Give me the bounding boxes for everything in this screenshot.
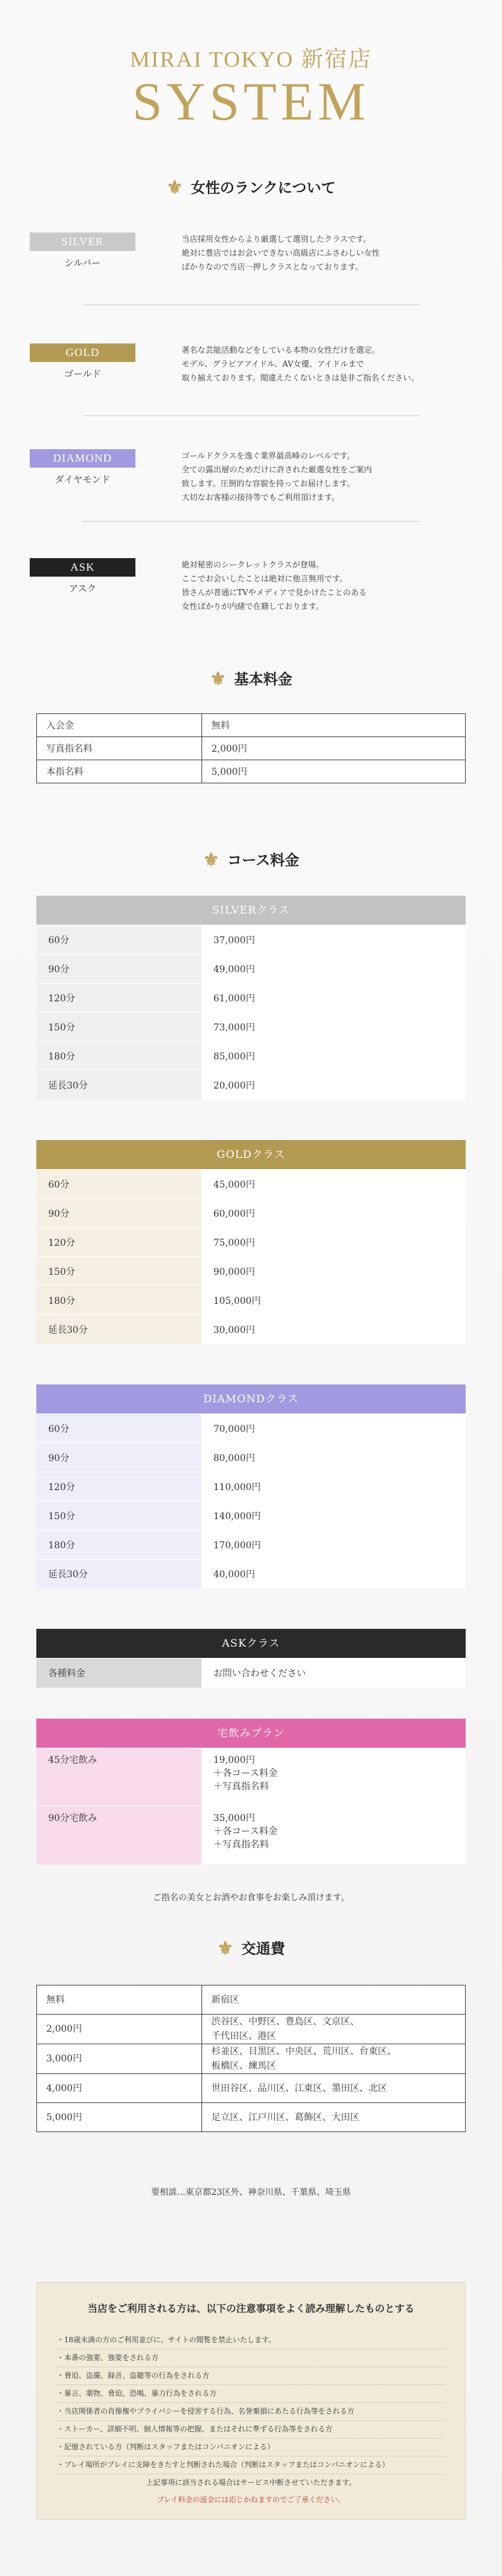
notice-item: ・暴言、薬物、脅迫、恐喝、暴力行為をされる方 bbox=[57, 2385, 445, 2403]
rank-name: シルバー bbox=[64, 258, 101, 269]
table-cell: 70,000円 bbox=[201, 1414, 466, 1443]
table-cell: 本指名料 bbox=[37, 760, 202, 783]
rank-badge: ASK bbox=[30, 558, 135, 577]
rank-name: ダイヤモンド bbox=[55, 475, 110, 485]
table-row bbox=[37, 1986, 466, 2015]
table-cell: 新宿区 bbox=[202, 1986, 466, 2015]
table-row bbox=[37, 737, 466, 760]
rank-ask bbox=[30, 558, 472, 631]
ranks-section-title: ⚜ 女性のランクについて bbox=[166, 176, 336, 198]
table-cell: 110,000円 bbox=[201, 1472, 466, 1501]
table-cell: 杉並区、目黒区、中央区、荒川区、台東区、 板橋区、練馬区 bbox=[202, 2044, 466, 2074]
table-row bbox=[36, 1315, 466, 1344]
table-row bbox=[37, 714, 466, 737]
table-cell: 120分 bbox=[36, 1472, 201, 1501]
notice-item: 上記事項に該当される場合はサービス中断させていただきます。 bbox=[145, 2478, 357, 2487]
notice-item: ・記憶されている方（判断はスタッフまたはコンパニオンによる） bbox=[57, 2439, 445, 2456]
notice-item: ・本番の強要、強要をされる方 bbox=[57, 2349, 445, 2367]
course-note: ご指名の美女とお酒やお食事をお楽しみ頂けます。 bbox=[153, 1893, 349, 1903]
table-cell: 45分宅飲み bbox=[36, 1748, 201, 1807]
fleur-de-lis-icon: ⚜ bbox=[202, 848, 220, 871]
rank-gold bbox=[30, 343, 472, 416]
diamond-course-table bbox=[36, 1384, 466, 1589]
table-cell: 60分 bbox=[36, 1414, 201, 1443]
rank-name: ゴールド bbox=[64, 369, 101, 380]
basic-fee-title: ⚜ 基本料金 bbox=[209, 667, 293, 690]
rank-description: 当店採用女性からより厳選して選別したクラスです。 絶対に豊店ではお会いできない高級店にふさわしい女性 ばかりなので当店一押しクラスとなっております。 bbox=[182, 234, 380, 271]
table-cell: 3,000円 bbox=[37, 2044, 202, 2074]
silver-course-table bbox=[36, 896, 466, 1100]
table-row bbox=[36, 1042, 466, 1071]
table-row bbox=[36, 925, 466, 954]
table-cell: 19,000円 ＋各コース料金 ＋写真指名料 bbox=[201, 1748, 466, 1807]
rank-badge: SILVER bbox=[30, 233, 135, 251]
table-cell: 35,000円 ＋各コース料金 ＋写真指名料 bbox=[201, 1807, 466, 1865]
table-cell: 45,000円 bbox=[201, 1170, 466, 1199]
table-cell: 延長30分 bbox=[36, 1559, 201, 1589]
table-row bbox=[36, 1414, 466, 1443]
rank-badge: DIAMOND bbox=[30, 449, 135, 468]
gold-course-table bbox=[36, 1140, 466, 1344]
table-cell: 世田谷区、品川区、江東区、墨田区、北区 bbox=[202, 2074, 466, 2103]
table-cell: 4,000円 bbox=[37, 2074, 202, 2103]
rank-description: 著名な芸能活動などをしている本物の女性だけを選定。 モデル、グラビアアイドル、AV女優、アイドルまで 取り揃えております。閲違えたくないときは是非ご指名ください。 bbox=[182, 345, 419, 382]
table-cell: 80,000円 bbox=[201, 1443, 466, 1472]
table-row bbox=[36, 1170, 466, 1199]
table-cell: 120分 bbox=[36, 1228, 201, 1257]
table-cell: 140,000円 bbox=[201, 1501, 466, 1530]
table-cell: 150分 bbox=[36, 1501, 201, 1530]
table-cell: 150分 bbox=[36, 1257, 201, 1286]
transport-note: 要相談…東京都23区外、神奈川県、千葉県、埼玉県 bbox=[151, 2188, 351, 2198]
course-header: SILVERクラス bbox=[36, 896, 466, 925]
notice-item: ・当店関係者の肖像権やプライバシーを侵害する行為、名誉棄損にあたる行為等をされる方 bbox=[57, 2403, 445, 2421]
rank-name: アスク bbox=[69, 584, 96, 594]
rank-description: ゴールドクラスを逸ぐ業界最高峰のレベルです。 全ての露出層のためだけに許された厳選女性をご案内 致します。圧倒的な容貌を持ってお届けします。 大切なお客様の接待等でもご利用頂けます。 bbox=[182, 451, 373, 502]
rank-silver bbox=[30, 233, 472, 305]
table-cell: 入会金 bbox=[37, 714, 202, 737]
table-row bbox=[36, 954, 466, 984]
table-cell: 75,000円 bbox=[201, 1228, 466, 1257]
table-cell: 延長30分 bbox=[36, 1315, 201, 1344]
table-cell: お問い合わせください bbox=[201, 1659, 466, 1688]
table-cell: 90分 bbox=[36, 1199, 201, 1228]
course-header: 宅飲みプラン bbox=[36, 1719, 466, 1748]
table-cell: 170,000円 bbox=[201, 1530, 466, 1559]
table-row bbox=[36, 1748, 466, 1807]
table-cell: 180分 bbox=[36, 1286, 201, 1315]
page-title: SYSTEM bbox=[132, 71, 370, 131]
table-cell: 各種料金 bbox=[36, 1659, 201, 1688]
table-row bbox=[37, 2044, 466, 2074]
table-cell: 180分 bbox=[36, 1042, 201, 1071]
table-cell: 渋谷区、中野区、豊島区、文京区、 千代田区、港区 bbox=[202, 2015, 466, 2044]
notice-item: ・脅迫、盗撮、録音、盗聴等の行為をされる方 bbox=[57, 2367, 445, 2385]
table-cell: 60,000円 bbox=[201, 1199, 466, 1228]
table-row bbox=[36, 1659, 466, 1688]
table-cell: 写真指名料 bbox=[37, 737, 202, 760]
home-plan-table bbox=[36, 1719, 466, 1865]
store-name: MIRAI TOKYO 新宿店 bbox=[129, 48, 373, 72]
table-row bbox=[36, 1013, 466, 1042]
table-cell: 49,000円 bbox=[201, 954, 466, 984]
rank-diamond bbox=[30, 449, 472, 522]
table-cell: 40,000円 bbox=[201, 1559, 466, 1589]
notice-item: ・プレイ場所がプレイに支障をきたすと判断された場合（判断はスタッフまたはコンパニオンによる） bbox=[57, 2456, 445, 2474]
notice-title: 当店をご利用される方は、以下の注意事項をよく読み理解したものとする bbox=[87, 2303, 415, 2314]
course-header: GOLDクラス bbox=[36, 1140, 466, 1169]
notice-item: ・18歳未満の方のご利用並びに、サイトの閲覧を禁止いたします。 bbox=[57, 2332, 445, 2349]
notice-item: プレイ料金の返金には応じかねますのでご了承ください。 bbox=[157, 2495, 345, 2504]
table-row bbox=[36, 1501, 466, 1530]
table-cell: 足立区、江戸川区、葛飾区、大田区 bbox=[202, 2103, 466, 2132]
table-cell: 61,000円 bbox=[201, 984, 466, 1013]
table-cell: 20,000円 bbox=[201, 1071, 466, 1100]
fleur-de-lis-icon: ⚜ bbox=[217, 1937, 234, 1959]
table-cell: 30,000円 bbox=[201, 1315, 466, 1344]
table-row bbox=[36, 1286, 466, 1315]
rank-badge: GOLD bbox=[30, 343, 135, 362]
table-row bbox=[36, 1807, 466, 1865]
transport-title: ⚜ 交通費 bbox=[217, 1937, 285, 1959]
table-cell: 無料 bbox=[202, 714, 466, 737]
basic-fee-table bbox=[36, 713, 466, 783]
course-header: ASKクラス bbox=[36, 1629, 466, 1658]
table-row bbox=[36, 1257, 466, 1286]
table-cell: 120分 bbox=[36, 984, 201, 1013]
course-header: DIAMONDクラス bbox=[36, 1384, 466, 1413]
table-row bbox=[36, 1530, 466, 1559]
transport-table bbox=[36, 1985, 466, 2132]
table-cell: 73,000円 bbox=[201, 1013, 466, 1042]
table-cell: 2,000円 bbox=[37, 2015, 202, 2044]
rank-description: 絶対秘密のシークレットクラスが登場。 ここでお会いしたことは絶対に他言無用です。 皆さんが普通にTVやメディアで見かけたことのある 女性ばかりが内緒で在籍しております。 bbox=[182, 560, 367, 611]
table-row bbox=[36, 1228, 466, 1257]
table-row bbox=[36, 984, 466, 1013]
table-row bbox=[36, 1199, 466, 1228]
table-row bbox=[37, 760, 466, 783]
fleur-de-lis-icon: ⚜ bbox=[209, 667, 227, 690]
table-cell: 105,000円 bbox=[201, 1286, 466, 1315]
table-row bbox=[36, 1071, 466, 1100]
notice-list bbox=[57, 2332, 445, 2509]
fleur-de-lis-icon: ⚜ bbox=[166, 176, 183, 198]
table-row bbox=[36, 1559, 466, 1589]
table-cell: 60分 bbox=[36, 1170, 201, 1199]
table-cell: 2,000円 bbox=[202, 737, 466, 760]
table-cell: 90分 bbox=[36, 1443, 201, 1472]
table-row bbox=[37, 2074, 466, 2103]
table-cell: 60分 bbox=[36, 925, 201, 954]
table-cell: 90分 bbox=[36, 954, 201, 984]
table-cell: 無料 bbox=[37, 1986, 202, 2015]
notice-item: ・ストーカー、詳細不明、個人情報等の把握、またはそれに準ずる行為等をされる方 bbox=[57, 2421, 445, 2439]
table-cell: 5,000円 bbox=[202, 760, 466, 783]
ask-course-table bbox=[36, 1629, 466, 1688]
table-cell: 150分 bbox=[36, 1013, 201, 1042]
table-cell: 85,000円 bbox=[201, 1042, 466, 1071]
table-row bbox=[37, 2015, 466, 2044]
course-fee-title: ⚜ コース料金 bbox=[202, 848, 299, 871]
table-cell: 90分宅飲み bbox=[36, 1807, 201, 1865]
table-row bbox=[37, 2103, 466, 2132]
page-header bbox=[0, 0, 502, 129]
notice-box bbox=[36, 2282, 466, 2520]
table-cell: 180分 bbox=[36, 1530, 201, 1559]
table-row bbox=[36, 1443, 466, 1472]
table-cell: 37,000円 bbox=[201, 925, 466, 954]
table-cell: 90,000円 bbox=[201, 1257, 466, 1286]
table-cell: 延長30分 bbox=[36, 1071, 201, 1100]
table-cell: 5,000円 bbox=[37, 2103, 202, 2132]
table-row bbox=[36, 1472, 466, 1501]
